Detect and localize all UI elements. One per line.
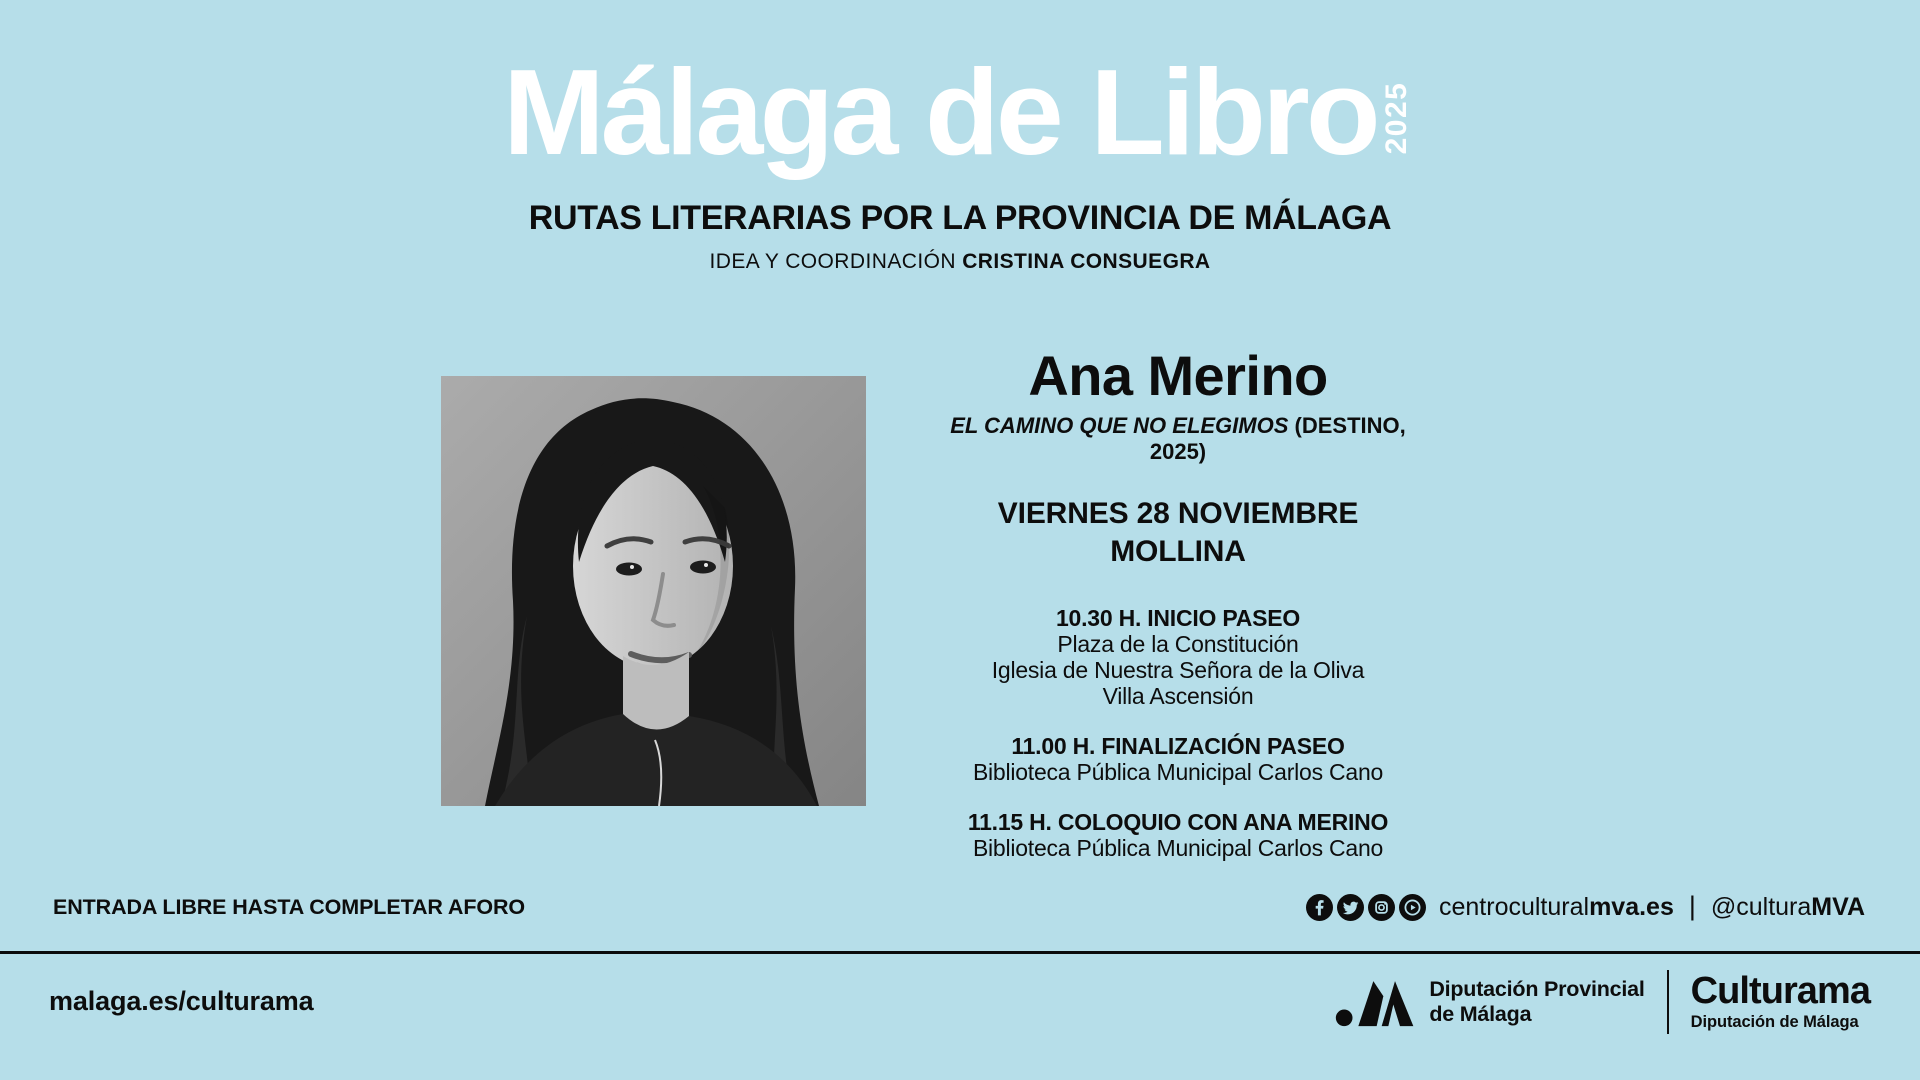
facebook-icon[interactable]: [1306, 894, 1333, 921]
book-publisher: (DESTINO, 2025): [1149, 413, 1406, 464]
admission-notice: ENTRADA LIBRE HASTA COMPLETAR AFORO: [53, 895, 525, 919]
culturama-logo: [1691, 972, 1870, 1032]
event-date: VIERNES 28 NOVIEMBRE: [997, 497, 1359, 530]
book-title: EL CAMINO QUE NO ELEGIMOS: [950, 413, 1289, 438]
event-place: MOLLINA: [1110, 535, 1246, 568]
schedule-line: Plaza de la Constitución: [1057, 631, 1299, 657]
diputacion-logo-text: [1429, 977, 1644, 1028]
schedule-line: Biblioteca Pública Municipal Carlos Cano: [972, 759, 1384, 785]
culturama-subtitle: Diputación de Málaga: [1690, 1013, 1859, 1031]
poster-year-vertical: [1377, 44, 1417, 181]
schedule-item: [933, 605, 1423, 709]
website-link[interactable]: [1439, 893, 1674, 922]
separator-bar: |: [1688, 891, 1696, 921]
schedule-time: 10.30 H. INICIO PASEO: [1056, 605, 1300, 631]
footer-divider-line: [0, 951, 1920, 954]
diputacion-logo-mark: [1335, 973, 1415, 1031]
logo-divider: [1667, 970, 1669, 1034]
title-row: [0, 44, 1920, 181]
portrait-image: [441, 376, 866, 806]
footer-logos: [1335, 970, 1870, 1034]
youtube-icon[interactable]: [1399, 894, 1426, 921]
credit-name: CRISTINA CONSUEGRA: [962, 250, 1211, 273]
schedule-time: 11.15 H. COLOQUIO CON ANA MERINO: [967, 809, 1389, 835]
poster-title: Málaga de Libro: [503, 44, 1377, 180]
diputacion-line1: Diputación Provincial: [1429, 976, 1645, 1001]
schedule: [933, 605, 1423, 861]
schedule-line: Biblioteca Pública Municipal Carlos Cano: [972, 835, 1384, 861]
handle-bold: MVA: [1811, 893, 1865, 921]
website-bold: mva.es: [1589, 893, 1674, 921]
website-regular: centrocultural: [1438, 893, 1590, 921]
twitter-icon[interactable]: [1337, 894, 1364, 921]
schedule-item: [933, 733, 1423, 785]
schedule-line: Iglesia de Nuestra Señora de la Oliva: [991, 657, 1365, 683]
social-row: [1306, 892, 1865, 923]
author-name: Ana Merino: [1028, 344, 1328, 407]
schedule-line: Villa Ascensión: [1102, 683, 1254, 709]
footer-url-link[interactable]: malaga.es/culturama: [49, 986, 314, 1016]
social-handle[interactable]: [1711, 893, 1865, 922]
credit-line: [0, 250, 1920, 274]
schedule-time: 11.00 H. FINALIZACIÓN PASEO: [1011, 733, 1345, 759]
schedule-item: [933, 809, 1423, 861]
diputacion-logo: [1335, 973, 1644, 1031]
book-line: [933, 413, 1423, 465]
date-block: [933, 495, 1423, 571]
instagram-icon[interactable]: [1368, 894, 1395, 921]
event-details: [933, 344, 1423, 885]
social-icons: [1306, 894, 1426, 921]
poster-header: [0, 0, 1920, 274]
diputacion-line2: de Málaga: [1429, 1002, 1532, 1026]
credit-prefix: IDEA Y COORDINACIÓN: [709, 250, 956, 273]
culturama-name: Culturama: [1690, 970, 1870, 1012]
author-portrait-photo: [441, 376, 866, 806]
poster-year: 2025: [1379, 81, 1413, 155]
handle-regular: @cultura: [1710, 893, 1812, 921]
poster-subtitle: RUTAS LITERARIAS POR LA PROVINCIA DE MÁLAGA: [528, 199, 1392, 237]
